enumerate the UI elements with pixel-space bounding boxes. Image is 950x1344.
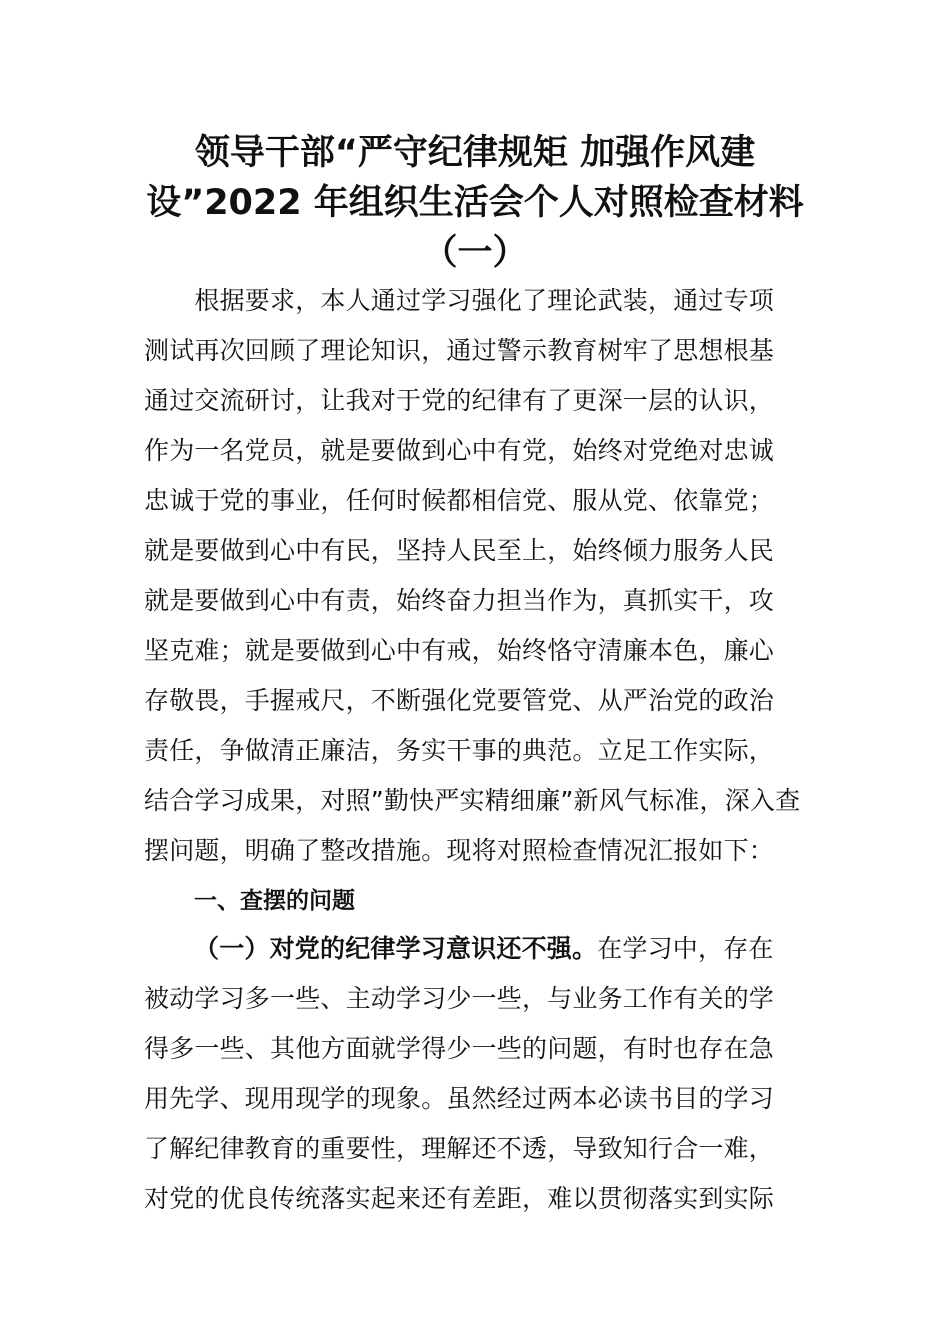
paragraph-line: 坚克难；就是要做到心中有戒，始终恪守清廉本色，廉心 bbox=[144, 636, 775, 665]
paragraph-line: 忠诚于党的事业，任何时候都相信党、服从党、依靠党； bbox=[144, 486, 775, 515]
subsection-first-line bbox=[144, 932, 824, 966]
paragraph-line: 得多一些、其他方面就学得少一些的问题，有时也存在急 bbox=[144, 1034, 775, 1063]
paragraph-line: 测试再次回顾了理论知识，通过警示教育树牢了思想根基 bbox=[144, 336, 775, 365]
document-title-line-2: 设”2022 年组织生活会个人对照检查材料 bbox=[146, 183, 804, 223]
subsection-text: 在学习中，存在 bbox=[597, 934, 774, 963]
document-title-line-1: 领导干部“严守纪律规矩 加强作风建 bbox=[194, 133, 756, 173]
paragraph-line: 存敬畏，手握戒尺，不断强化党要管党、从严治党的政治 bbox=[144, 686, 775, 715]
section-heading: 一、查摆的问题 bbox=[194, 888, 355, 914]
paragraph-line: 结合学习成果，对照”勤快严实精细廉”新风气标准，深入查 bbox=[144, 786, 801, 815]
paragraph-line: 摆问题，明确了整改措施。现将对照检查情况汇报如下： bbox=[144, 836, 775, 865]
paragraph-line: 对党的优良传统落实起来还有差距，难以贯彻落实到实际 bbox=[144, 1184, 775, 1213]
subsection-heading: （一）对党的纪律学习意识还不强。 bbox=[194, 934, 598, 963]
paragraph-line: 就是要做到心中有责，始终奋力担当作为，真抓实干，攻 bbox=[144, 586, 775, 615]
paragraph-line: 责任，争做清正廉洁，务实干事的典范。立足工作实际， bbox=[144, 736, 775, 765]
paragraph-line: 就是要做到心中有民，坚持人民至上，始终倾力服务人民 bbox=[144, 536, 775, 565]
document-title-line-3: （一） bbox=[422, 233, 528, 273]
paragraph-line: 根据要求，本人通过学习强化了理论武装，通过专项 bbox=[144, 286, 775, 315]
paragraph-line: 用先学、现用现学的现象。虽然经过两本必读书目的学习 bbox=[144, 1084, 775, 1113]
paragraph-line: 被动学习多一些、主动学习少一些，与业务工作有关的学 bbox=[144, 984, 775, 1013]
paragraph-line: 作为一名党员，就是要做到心中有党，始终对党绝对忠诚 bbox=[144, 436, 775, 465]
paragraph-line: 通过交流研讨，让我对于党的纪律有了更深一层的认识， bbox=[144, 386, 775, 415]
paragraph-line: 了解纪律教育的重要性，理解还不透，导致知行合一难， bbox=[144, 1134, 775, 1163]
